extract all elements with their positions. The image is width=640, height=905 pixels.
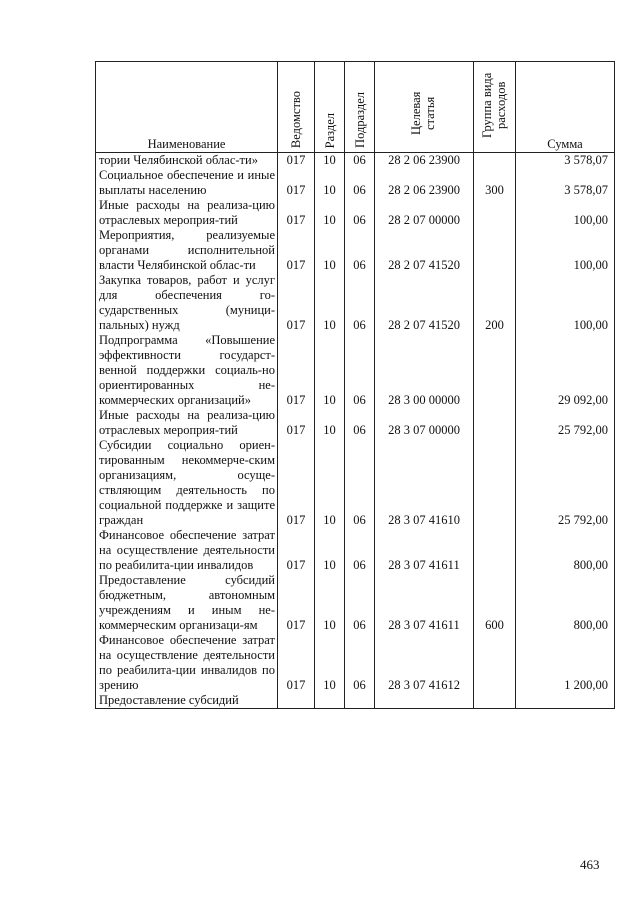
table-row: [96, 198, 615, 228]
row-podrazdel-cell: 06: [345, 198, 375, 228]
row-vedomstvo-cell: 017: [278, 273, 315, 333]
col-header-name: Наименование: [96, 62, 278, 153]
row-target-cell: 28 3 00 00000: [375, 333, 474, 408]
table-row: [96, 153, 615, 169]
row-vedomstvo-cell: 017: [278, 333, 315, 408]
col-header-vedomstvo: Ведомство: [278, 62, 315, 153]
row-name-cell: Иные расходы на реализа-цию отраслевых мероприя-тий: [96, 408, 278, 438]
row-group-cell: [474, 408, 516, 438]
row-group-cell: 600: [474, 573, 516, 633]
page-number: 463: [580, 857, 600, 872]
table-row: [96, 168, 615, 198]
table-body: [96, 153, 615, 709]
row-podrazdel-cell: 06: [345, 153, 375, 169]
row-podrazdel-cell: 06: [345, 573, 375, 633]
row-vedomstvo-cell: 017: [278, 528, 315, 573]
row-sum-cell: 1 200,00: [516, 633, 615, 693]
row-vedomstvo-cell: 017: [278, 573, 315, 633]
row-razdel-cell: 10: [315, 528, 345, 573]
row-name-cell: Субсидии социально ориен-тированным некоммерче-ским организациям, осуще-ствляющим деятельность по социальной поддержке и защите граждан: [96, 438, 278, 528]
row-name-cell: Мероприятия, реализуемые органами исполнительной власти Челябинской облас-ти: [96, 228, 278, 273]
col-header-podrazdel: Подраздел: [345, 62, 375, 153]
col-header-razdel: Раздел: [315, 62, 345, 153]
row-vedomstvo-cell: 017: [278, 168, 315, 198]
row-vedomstvo-cell: 017: [278, 228, 315, 273]
row-vedomstvo-cell: 017: [278, 633, 315, 693]
row-target-cell: 28 2 07 00000: [375, 198, 474, 228]
row-vedomstvo-cell: 017: [278, 153, 315, 169]
col-header-target: Целевая статья: [375, 62, 474, 153]
table-row: [96, 528, 615, 573]
table-row: [96, 573, 615, 633]
row-group-cell: [474, 153, 516, 169]
row-sum-cell: 3 578,07: [516, 168, 615, 198]
row-sum-cell: 100,00: [516, 228, 615, 273]
row-name-cell: Иные расходы на реализа-цию отраслевых мероприя-тий: [96, 198, 278, 228]
row-podrazdel-cell: 06: [345, 228, 375, 273]
row-name-cell: Социальное обеспечение и иные выплаты населению: [96, 168, 278, 198]
row-podrazdel-cell: 06: [345, 168, 375, 198]
row-target-cell: 28 2 07 41520: [375, 228, 474, 273]
row-group-cell: [474, 693, 516, 709]
row-name-cell: Финансовое обеспечение затрат на осуществление деятельности по реабилита-ции инвалидов: [96, 528, 278, 573]
row-sum-cell: 100,00: [516, 198, 615, 228]
row-name-cell: Подпрограмма «Повышение эффективности государст-венной поддержки социаль-но ориентированных не-коммерческих организаций»: [96, 333, 278, 408]
row-razdel-cell: 10: [315, 573, 345, 633]
row-razdel-cell: 10: [315, 633, 345, 693]
row-razdel-cell: 10: [315, 198, 345, 228]
row-vedomstvo-cell: 017: [278, 408, 315, 438]
col-header-group: Группа вида расходов: [474, 62, 516, 153]
row-razdel-cell: [315, 693, 345, 709]
row-target-cell: 28 2 06 23900: [375, 168, 474, 198]
row-sum-cell: 29 092,00: [516, 333, 615, 408]
row-sum-cell: 100,00: [516, 273, 615, 333]
row-name-cell: Закупка товаров, работ и услуг для обеспечения го-сударственных (муници-пальных) нужд: [96, 273, 278, 333]
table-row: [96, 408, 615, 438]
row-podrazdel-cell: 06: [345, 438, 375, 528]
row-name-cell: тории Челябинской облас-ти»: [96, 153, 278, 169]
row-sum-cell: [516, 693, 615, 709]
row-sum-cell: 800,00: [516, 528, 615, 573]
row-name-cell: Финансовое обеспечение затрат на осуществление деятельности по реабилита-ции инвалидов по зрению: [96, 633, 278, 693]
table-row: [96, 438, 615, 528]
row-podrazdel-cell: 06: [345, 408, 375, 438]
row-target-cell: [375, 693, 474, 709]
table-row: [96, 333, 615, 408]
row-podrazdel-cell: 06: [345, 273, 375, 333]
col-header-sum: Сумма: [516, 62, 615, 153]
row-podrazdel-cell: [345, 693, 375, 709]
row-target-cell: 28 3 07 41610: [375, 438, 474, 528]
row-group-cell: 300: [474, 168, 516, 198]
row-vedomstvo-cell: [278, 693, 315, 709]
row-podrazdel-cell: 06: [345, 528, 375, 573]
row-razdel-cell: 10: [315, 273, 345, 333]
row-podrazdel-cell: 06: [345, 633, 375, 693]
table-row: [96, 693, 615, 709]
row-target-cell: 28 3 07 41612: [375, 633, 474, 693]
budget-table: [95, 61, 615, 709]
row-group-cell: [474, 438, 516, 528]
row-target-cell: 28 2 07 41520: [375, 273, 474, 333]
table-row: [96, 633, 615, 693]
row-name-cell: Предоставление субсидий бюджетным, автономным учреждениям и иным не-коммерческим организаци-ям: [96, 573, 278, 633]
row-razdel-cell: 10: [315, 408, 345, 438]
row-group-cell: [474, 228, 516, 273]
row-sum-cell: 800,00: [516, 573, 615, 633]
table-header: [96, 62, 615, 153]
table-row: [96, 228, 615, 273]
row-target-cell: 28 3 07 41611: [375, 528, 474, 573]
row-group-cell: [474, 333, 516, 408]
table-row: [96, 273, 615, 333]
row-razdel-cell: 10: [315, 228, 345, 273]
row-target-cell: 28 3 07 41611: [375, 573, 474, 633]
row-sum-cell: 25 792,00: [516, 438, 615, 528]
row-razdel-cell: 10: [315, 153, 345, 169]
row-target-cell: 28 3 07 00000: [375, 408, 474, 438]
row-razdel-cell: 10: [315, 333, 345, 408]
row-sum-cell: 25 792,00: [516, 408, 615, 438]
row-group-cell: [474, 633, 516, 693]
row-group-cell: [474, 198, 516, 228]
row-vedomstvo-cell: 017: [278, 198, 315, 228]
row-podrazdel-cell: 06: [345, 333, 375, 408]
row-name-cell: Предоставление субсидий: [96, 693, 278, 709]
row-vedomstvo-cell: 017: [278, 438, 315, 528]
row-razdel-cell: 10: [315, 438, 345, 528]
row-group-cell: [474, 528, 516, 573]
row-group-cell: 200: [474, 273, 516, 333]
row-sum-cell: 3 578,07: [516, 153, 615, 169]
row-razdel-cell: 10: [315, 168, 345, 198]
row-target-cell: 28 2 06 23900: [375, 153, 474, 169]
